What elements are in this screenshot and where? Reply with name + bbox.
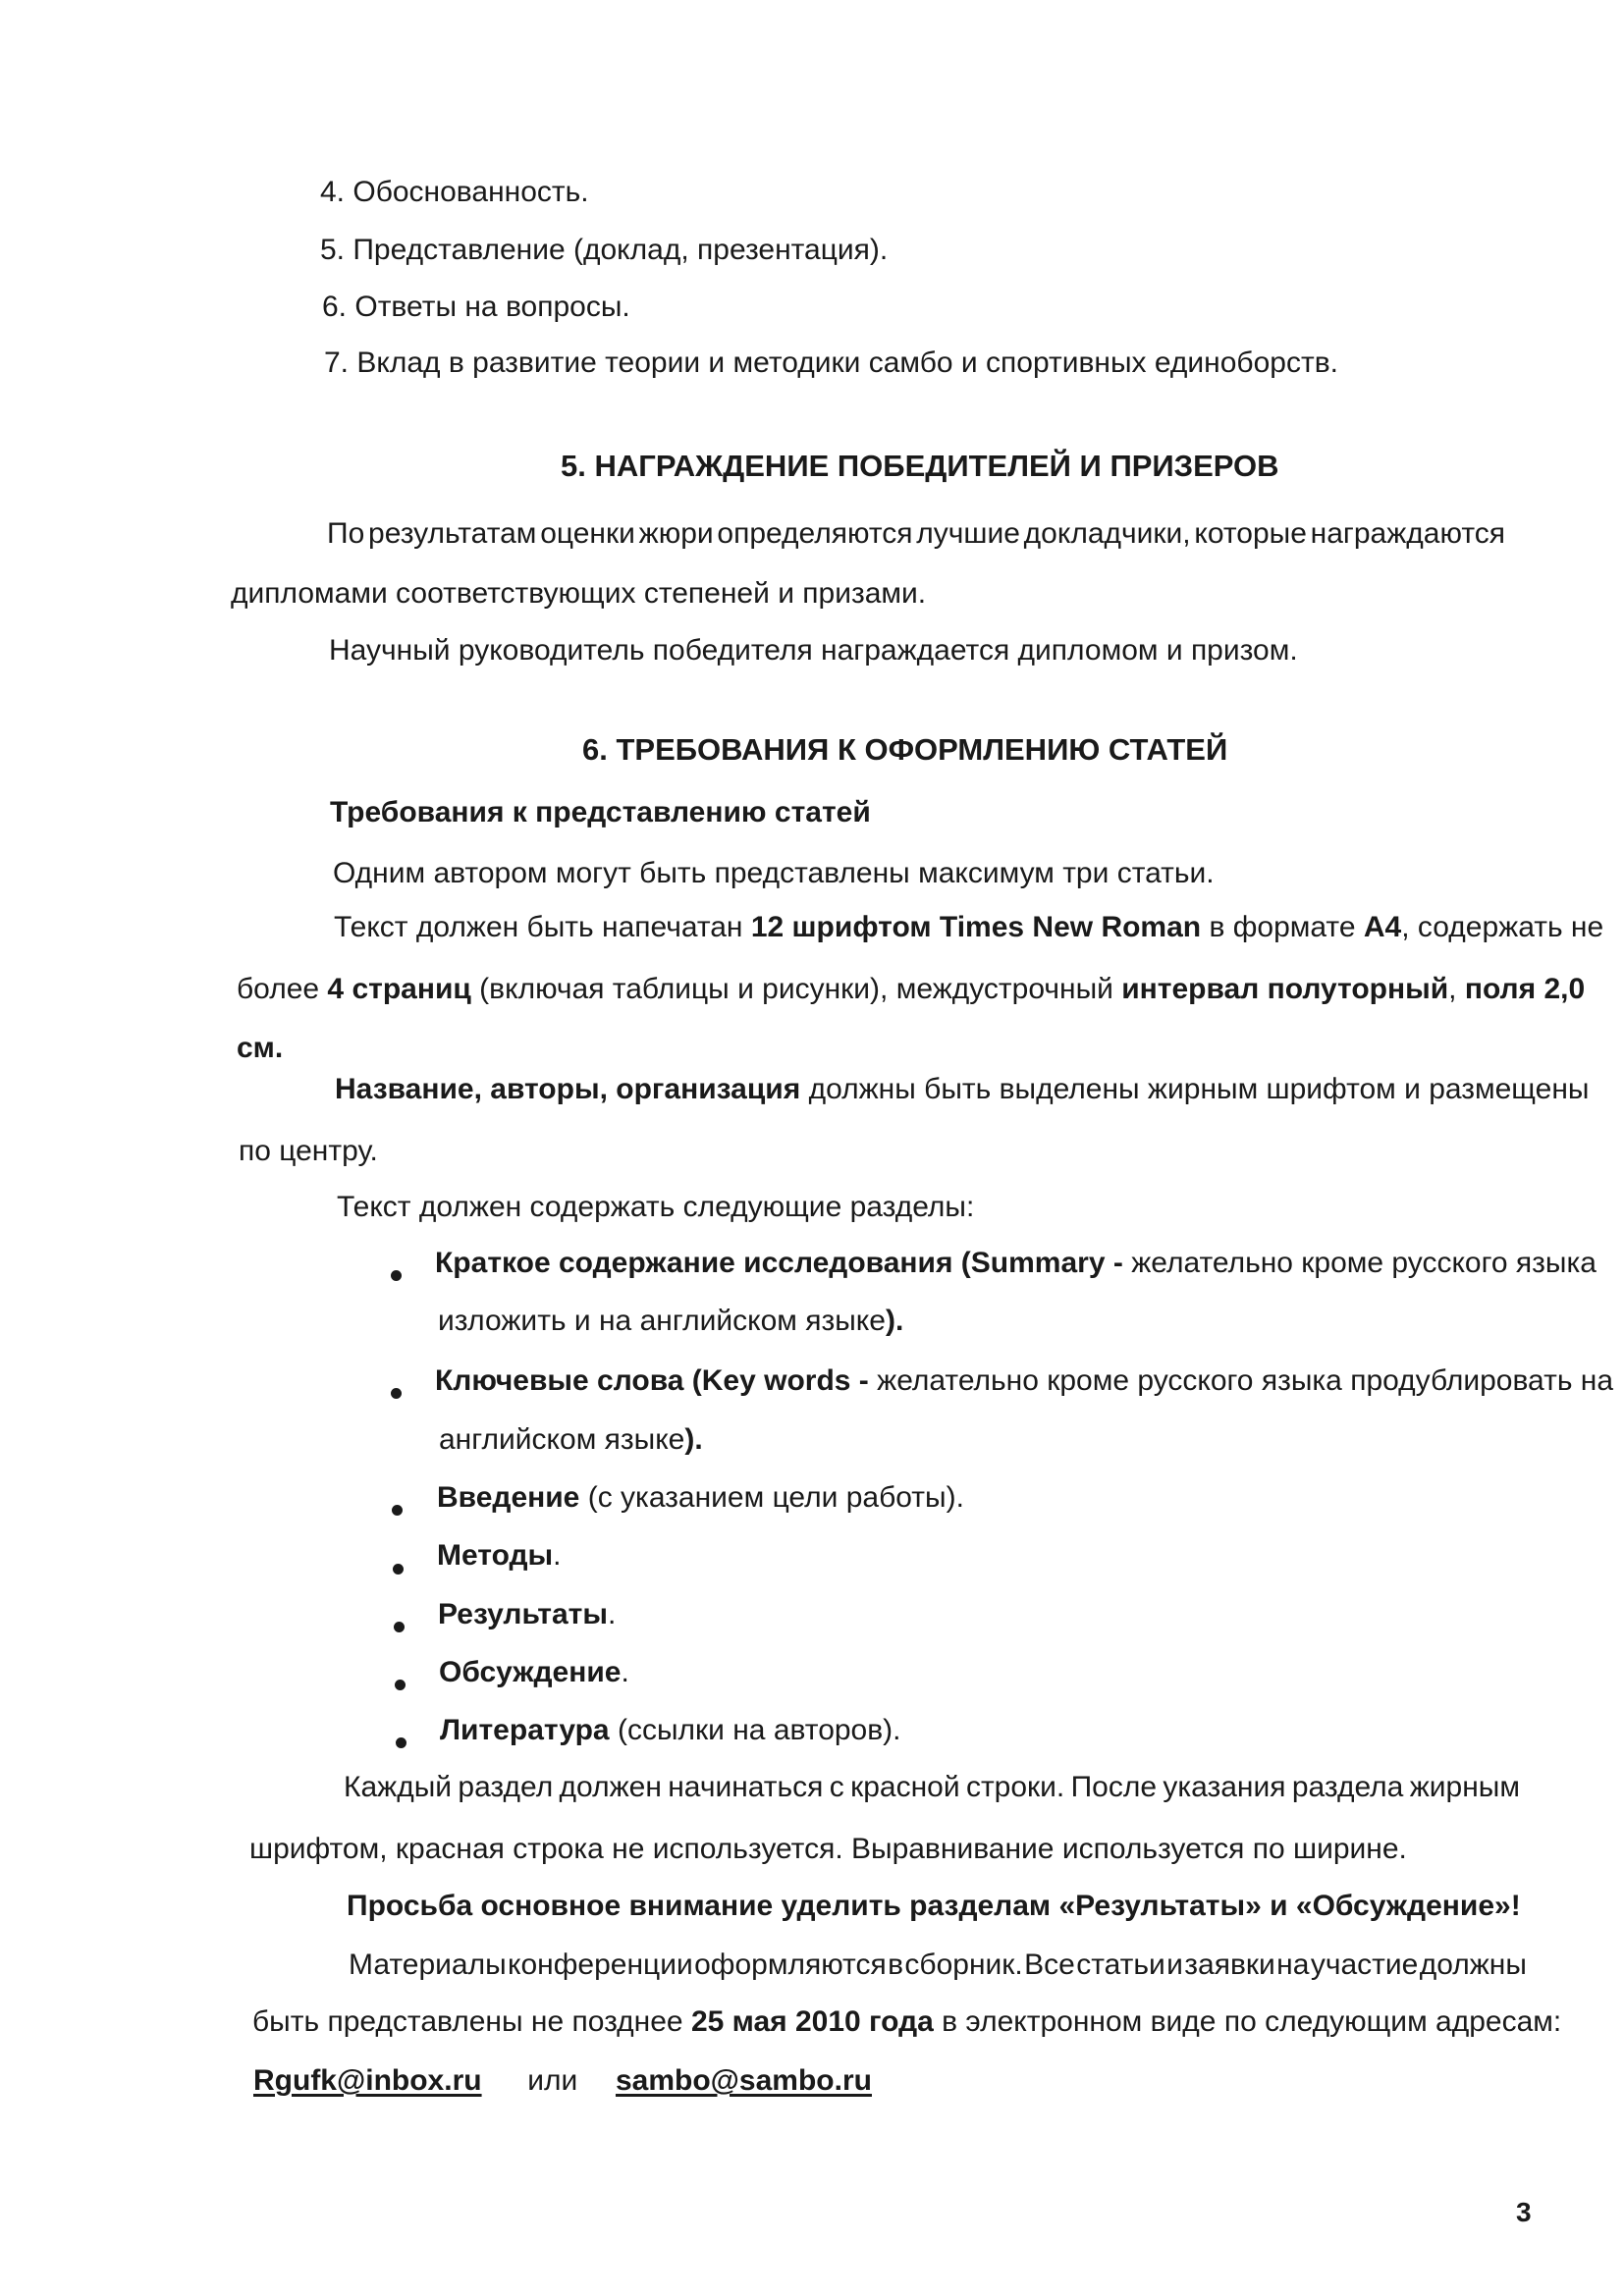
bullet-icon xyxy=(393,1564,404,1575)
email-link[interactable]: Rgufk@inbox.ru xyxy=(253,2064,482,2097)
bullet-icon xyxy=(391,1388,402,1399)
bullet-icon xyxy=(394,1622,405,1632)
section-heading: 5. НАГРАЖДЕНИЕ ПОБЕДИТЕЛЕЙ И ПРИЗЕРОВ xyxy=(561,449,1279,483)
bullet-icon xyxy=(395,1680,406,1690)
attention-line: Просьба основное внимание уделить разделам «Результаты» и «Обсуждение»! xyxy=(347,1890,1521,1922)
list-item: Обсуждение. xyxy=(439,1656,629,1688)
section-heading: 6. ТРЕБОВАНИЯ К ОФОРМЛЕНИЮ СТАТЕЙ xyxy=(582,732,1228,767)
list-item: Введение (с указанием цели работы). xyxy=(437,1481,964,1514)
paragraph-line: Название, авторы, организация должны быть выделены жирным шрифтом и размещены xyxy=(335,1073,1590,1105)
list-item: 6. Ответы на вопросы. xyxy=(322,291,630,323)
paragraph-line: более 4 страниц (включая таблицы и рисунки), междустрочный интервал полуторный, поля 2,0 xyxy=(237,973,1586,1005)
list-item-continuation: английском языке). xyxy=(439,1423,703,1456)
email-line: Rgufk@inbox.ru или sambo@sambo.ru xyxy=(253,2064,872,2097)
paragraph-line: Научный руководитель победителя награждается дипломом и призом. xyxy=(329,634,1298,667)
list-item-continuation: изложить и на английском языке). xyxy=(438,1305,904,1337)
bullet-icon xyxy=(391,1270,402,1281)
bullet-icon xyxy=(396,1737,406,1748)
email-link[interactable]: sambo@sambo.ru xyxy=(615,2064,872,2097)
paragraph-line: Текст должен содержать следующие разделы: xyxy=(337,1191,975,1223)
list-item: 5. Представление (доклад, презентация). xyxy=(320,234,889,266)
page-number: 3 xyxy=(1516,2197,1532,2227)
paragraph-line: см. xyxy=(237,1032,284,1064)
paragraph-line: Одним автором могут быть представлены максимум три статьи. xyxy=(333,857,1215,889)
paragraph-line: по центру. xyxy=(239,1135,378,1167)
list-item: Литература (ссылки на авторов). xyxy=(440,1714,901,1746)
paragraph-line: шрифтом, красная строка не используется. Выравнивание используется по ширине. xyxy=(249,1833,1407,1865)
paragraph-line: По результатам оценки жюри определяются лучшие докладчики, которые награждаются xyxy=(327,517,1505,550)
subheading: Требования к представлению статей xyxy=(330,796,871,828)
paragraph-line: быть представлены не позднее 25 мая 2010 года в электронном виде по следующим адресам: xyxy=(252,2005,1562,2038)
list-item: Результаты. xyxy=(438,1598,617,1630)
paragraph-line: Материалы конференции оформляются в сборник. Все статьи и заявки на участие должны xyxy=(349,1949,1527,1981)
list-item: Ключевые слова (Key words - желательно кроме русского языка продублировать на xyxy=(435,1364,1614,1397)
paragraph-line: Каждый раздел должен начинаться с красной строки. После указания раздела жирным xyxy=(344,1771,1520,1803)
paragraph-line: дипломами соответствующих степеней и призами. xyxy=(231,577,927,610)
list-item: Краткое содержание исследования (Summary - желательно кроме русского языка xyxy=(435,1247,1597,1279)
list-item: 4. Обоснованность. xyxy=(320,176,589,208)
list-item: 7. Вклад в развитие теории и методики самбо и спортивных единоборств. xyxy=(324,347,1338,379)
paragraph-line: Текст должен быть напечатан 12 шрифтом Times New Roman в формате А4, содержать не xyxy=(334,911,1604,943)
list-item: Методы. xyxy=(437,1539,562,1572)
bullet-icon xyxy=(392,1505,403,1516)
